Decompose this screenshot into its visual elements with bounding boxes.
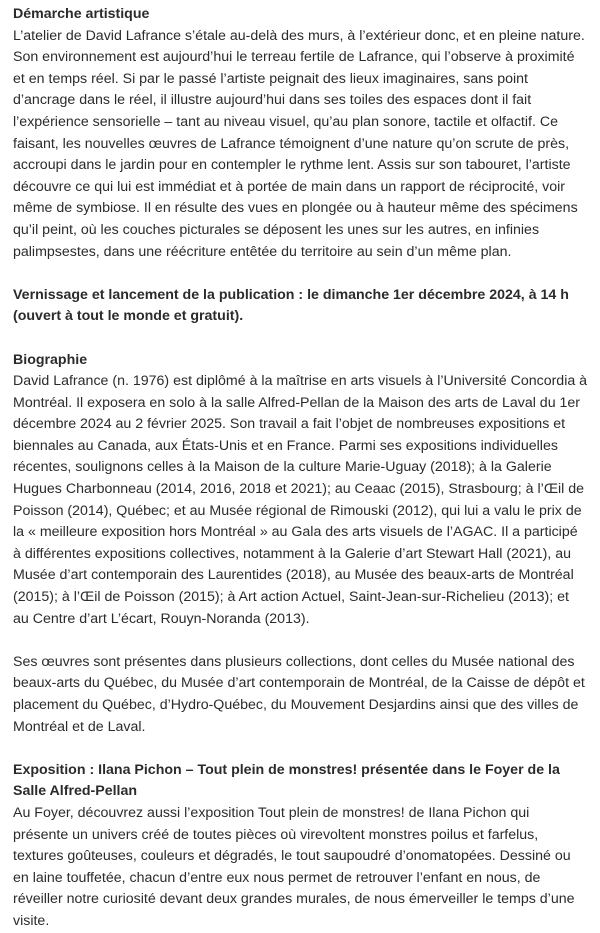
spacer (13, 630, 588, 652)
section-demarche (13, 4, 588, 263)
paragraph-collections: Ses œuvres sont présentes dans plusieurs collections, dont celles du Musée national des beaux-arts du Québec, du Musée d’art contemporain de Montréal, de la Caisse de dépôt et placement du Québec, d’Hydro-Québec, du Mouvement Desjardins ainsi que des villes de Montréal et de Laval. (13, 653, 585, 735)
heading-exposition: Exposition : Ilana Pichon – Tout plein de monstres! présentée dans le Foyer de la Salle Alfred-Pellan (13, 761, 560, 800)
spacer (13, 263, 588, 285)
section-biographie (13, 350, 588, 631)
paragraph-exposition: Au Foyer, découvrez aussi l’exposition Tout plein de monstres! de Ilana Pichon qui présente un univers créé de toutes pièces où virevoltent monstres poilus et farfelus, textures goûteuses, couleurs et dégradés, le tout saupoudré d’onomatopées. Dessiné ou en laine touffetée, chacun d’entre eux nous permet de retrouver l’enfant en nous, de réveiller notre curiosité devant deux grandes murales, de nous émerveiller le temps d’une visite. (13, 804, 575, 929)
section-vernissage (13, 285, 588, 328)
heading-vernissage: Vernissage et lancement de la publication : le dimanche 1er décembre 2024, à 14 h (ouvert à tout le monde et gratuit). (13, 286, 569, 325)
paragraph-demarche: L’atelier de David Lafrance s’étale au-delà des murs, à l’extérieur donc, et en pleine nature. Son environnement est aujourd’hui le terreau fertile de Lafrance, qui l’observe à proximité et en temps réel. Si par le passé l’artiste peignait des lieux imaginaires, sans point d’ancrage dans le réel, il illustre aujourd’hui dans ses toiles des espaces dont il fait l’expérience sensorielle – tant au niveau visuel, qu’au plan sonore, tactile et olfactif. Ce faisant, les nouvelles œuvres de Lafrance témoignent d’une nature qu’on scrute de près, accroupi dans le jardin pour en contempler le rythme lent. Assis sur son tabouret, l’artiste découvre ce qui lui est immédiat et à portée de main dans un rapport de réciprocité, voir même de symbiose. Il en résulte des vues en plongée ou à hauteur même des spécimens qu’il peint, où les couches picturales se déposent les unes sur les autres, en infinies palimpsestes, dans une réécriture entêtée du territoire au sein d’un même plan. (13, 27, 585, 260)
heading-demarche: Démarche artistique (13, 6, 150, 22)
spacer (13, 738, 588, 760)
spacer (13, 328, 588, 350)
section-exposition (13, 760, 588, 933)
section-collections (13, 652, 588, 738)
paragraph-biographie: David Lafrance (n. 1976) est diplômé à la maîtrise en arts visuels à l’Université Concordia à Montréal. Il exposera en solo à la salle Alfred-Pellan de la Maison des arts de Laval du 1er décembre 2024 au 2 février 2025. Son travail a fait l’objet de nombreuses expositions et biennales au Canada, aux États-Unis et en France. Parmi ses expositions individuelles récentes, soulignons celles à la Maison de la culture Marie-Uguay (2018); à la Galerie Hugues Charbonneau (2014, 2016, 2018 et 2021); au Ceaac (2015), Strasbourg; à l’Œil de Poisson (2014), Québec; et au Musée régional de Rimouski (2012), qui lui a valu le prix de la « meilleure exposition hors Montréal » au Gala des arts visuels de l’AGAC. Il a participé à différentes expositions collectives, notamment à la Galerie d’art Stewart Hall (2021), au Musée d’art contemporain des Laurentides (2018), au Musée des beaux-arts de Montréal (2015); à l’Œil de Poisson (2015); à Art action Actuel, Saint-Jean-sur-Richelieu (2013); et au Centre d’art L’écart, Rouyn-Noranda (2013). (13, 373, 588, 627)
heading-biographie: Biographie (13, 351, 88, 368)
